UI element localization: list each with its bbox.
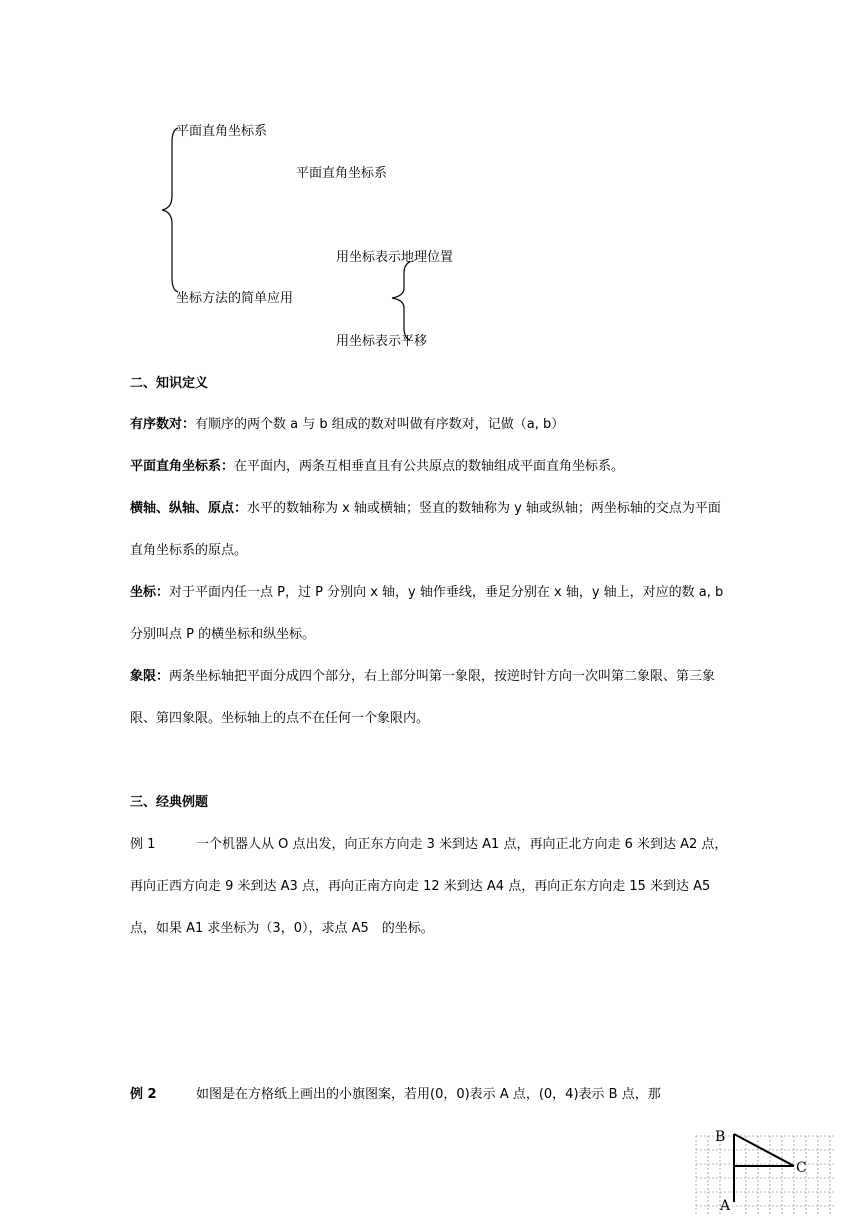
- large-brace: [162, 128, 178, 292]
- small-brace: [392, 262, 410, 340]
- definition-text: 有顺序的两个数 a 与 b 组成的数对叫做有序数对，记做（a, b）: [195, 417, 565, 432]
- flag-shape: [734, 1134, 794, 1202]
- term-label: 坐标：: [130, 585, 170, 600]
- point-c-label: C: [796, 1160, 807, 1176]
- outline-coordinate-system: 平面直角坐标系: [296, 166, 388, 181]
- point-b-label: B: [715, 1129, 726, 1145]
- section-heading-definitions: 二、知识定义: [130, 376, 209, 391]
- outline-root-title: 平面直角坐标系: [176, 124, 268, 139]
- definition-text: 对于平面内任一点 P，过 P 分别向 x 轴，y 轴作垂线，垂足分别在 x 轴，y 轴上，对应的数 a, b 分别叫点 P 的横坐标和纵坐标。: [130, 585, 724, 642]
- example-1: [130, 824, 730, 950]
- definition-text: 两条坐标轴把平面分成四个部分，右上部分叫第一象限，按逆时针方向一次叫第二象限、第三象限、第四象限。坐标轴上的点不在任何一个象限内。: [130, 669, 716, 726]
- section-heading-examples: 三、经典例题: [130, 795, 209, 810]
- example-2-text: 如图是在方格纸上画出的小旗图案，若用(0，0)表示 A 点，(0，4)表示 B 点，那: [196, 1087, 661, 1102]
- term-label: 横轴、纵轴、原点：: [130, 501, 248, 516]
- definition-text: 在平面内，两条互相垂直且有公共原点的数轴组成平面直角坐标系。: [234, 459, 625, 474]
- definition-coordinate-system: [130, 446, 730, 488]
- term-label: 平面直角坐标系：: [130, 459, 235, 474]
- example-2: [130, 1074, 730, 1116]
- definition-text: 水平的数轴称为 x 轴或横轴；竖直的数轴称为 y 轴或纵轴；两坐标轴的交点为平面直角坐标系的原点。: [130, 501, 721, 558]
- example-1-label: 例 1: [130, 837, 156, 852]
- grid-paper: [696, 1136, 834, 1216]
- outline-translation: 用坐标表示平移: [336, 334, 428, 349]
- outline-applications: 坐标方法的简单应用: [176, 291, 294, 306]
- example-1-text: 一个机器人从 O 点出发，向正东方向走 3 米到达 A1 点，再向正北方向走 6 米到达 A2 点，再向正西方向走 9 米到达 A3 点，再向正南方向走 12 米到达 A4 点，再向正东方向走 15 米到达 A5 点，如果 A1 求坐标为（3，0），求点 A5 的坐标。: [130, 837, 728, 936]
- example-2-label: 例 2: [130, 1087, 157, 1102]
- outline-brace-diagram: [0, 0, 860, 360]
- term-label: 象限：: [130, 669, 170, 684]
- definition-coordinates: [130, 572, 730, 656]
- definition-ordered-pair: [130, 404, 730, 446]
- term-label: 有序数对：: [130, 417, 196, 432]
- point-a-label: A: [720, 1198, 731, 1214]
- definition-axes-origin: [130, 488, 730, 572]
- definition-quadrant: [130, 656, 730, 740]
- outline-geo-location: 用坐标表示地理位置: [336, 250, 454, 265]
